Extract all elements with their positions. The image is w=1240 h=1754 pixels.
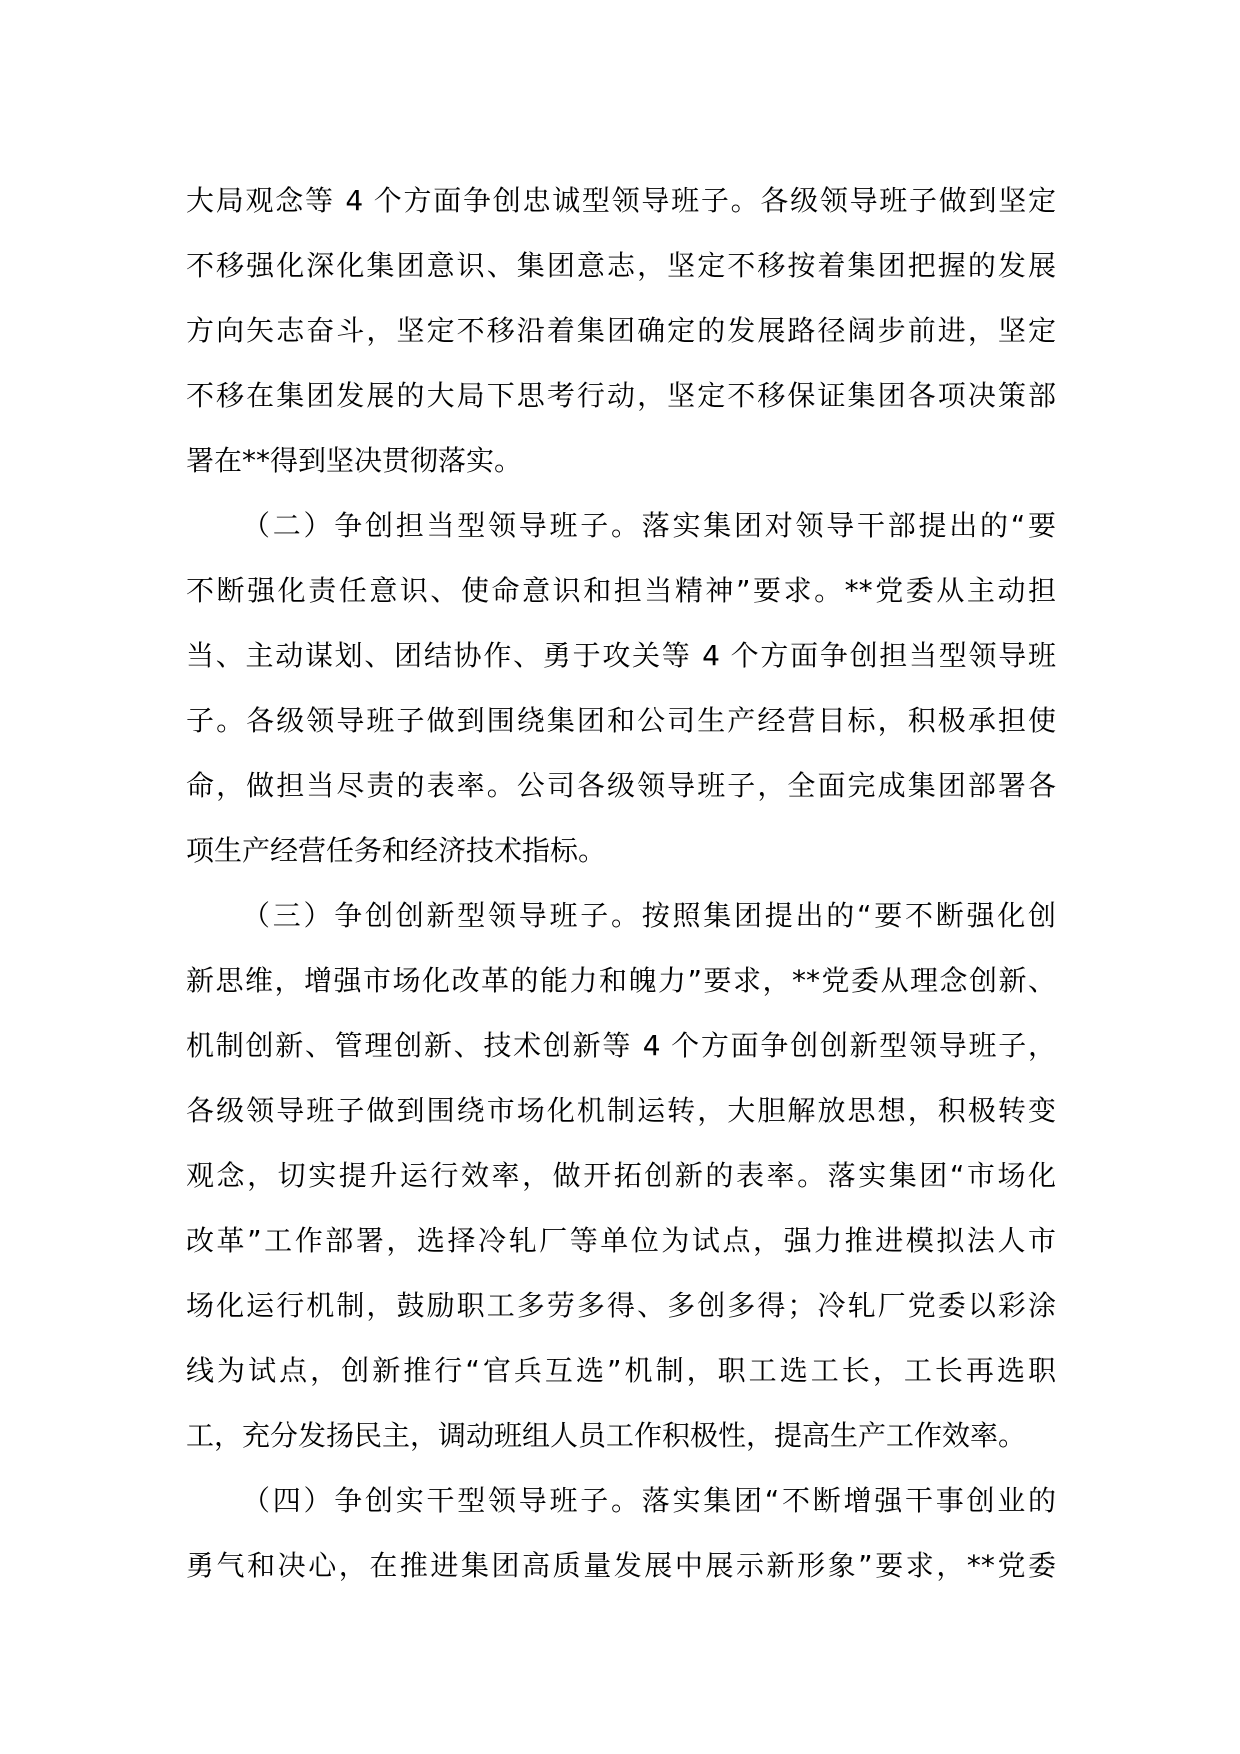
paragraph-responsible-team xyxy=(186,493,1056,883)
text-line: 大局观念等 4 个方面争创忠诚型领导班子。各级领导班子做到坚定 xyxy=(186,184,1056,217)
text-line: 不移强化深化集团意识、集团意志，坚定不移按着集团把握的发展 xyxy=(186,249,1056,282)
text-line: 线为试点，创新推行“官兵互选”机制，职工选工长，工长再选职 xyxy=(186,1354,1056,1387)
text-line: 子。各级领导班子做到围绕集团和公司生产经营目标，积极承担使 xyxy=(186,704,1056,737)
paragraph-innovative-team xyxy=(186,883,1056,1468)
text-line: 工，充分发扬民主，调动班组人员工作积极性，提高生产工作效率。 xyxy=(186,1419,1027,1452)
text-line: 改革”工作部署，选择冷轧厂等单位为试点，强力推进模拟法人市 xyxy=(186,1224,1056,1257)
body-text xyxy=(186,168,1056,1598)
text-line: 不移在集团发展的大局下思考行动，坚定不移保证集团各项决策部 xyxy=(186,379,1056,412)
paragraph-practical-team xyxy=(186,1468,1056,1598)
text-line: 不断强化责任意识、使命意识和担当精神”要求。**党委从主动担 xyxy=(186,574,1056,607)
text-line: 机制创新、管理创新、技术创新等 4 个方面争创创新型领导班子， xyxy=(186,1029,1056,1062)
text-line: 新思维，增强市场化改革的能力和魄力”要求，**党委从理念创新、 xyxy=(186,964,1056,997)
text-line: 勇气和决心，在推进集团高质量发展中展示新形象”要求，**党委 xyxy=(186,1549,1056,1582)
text-line: 当、主动谋划、团结协作、勇于攻关等 4 个方面争创担当型领导班 xyxy=(186,639,1056,672)
text-line: （三）争创创新型领导班子。按照集团提出的“要不断强化创 xyxy=(242,899,1056,932)
paragraph-loyal-team xyxy=(186,168,1056,493)
text-line: 观念，切实提升运行效率，做开拓创新的表率。落实集团“市场化 xyxy=(186,1159,1056,1192)
text-line: （四）争创实干型领导班子。落实集团“不断增强干事创业的 xyxy=(242,1484,1056,1517)
text-line: 场化运行机制，鼓励职工多劳多得、多创多得；冷轧厂党委以彩涂 xyxy=(186,1289,1056,1322)
text-line: 命，做担当尽责的表率。公司各级领导班子，全面完成集团部署各 xyxy=(186,769,1056,802)
text-line: （二）争创担当型领导班子。落实集团对领导干部提出的“要 xyxy=(242,509,1056,542)
text-line: 署在**得到坚决贯彻落实。 xyxy=(186,444,523,477)
text-line: 方向矢志奋斗，坚定不移沿着集团确定的发展路径阔步前进，坚定 xyxy=(186,314,1056,347)
text-line: 项生产经营任务和经济技术指标。 xyxy=(186,834,607,867)
text-line: 各级领导班子做到围绕市场化机制运转，大胆解放思想，积极转变 xyxy=(186,1094,1056,1127)
